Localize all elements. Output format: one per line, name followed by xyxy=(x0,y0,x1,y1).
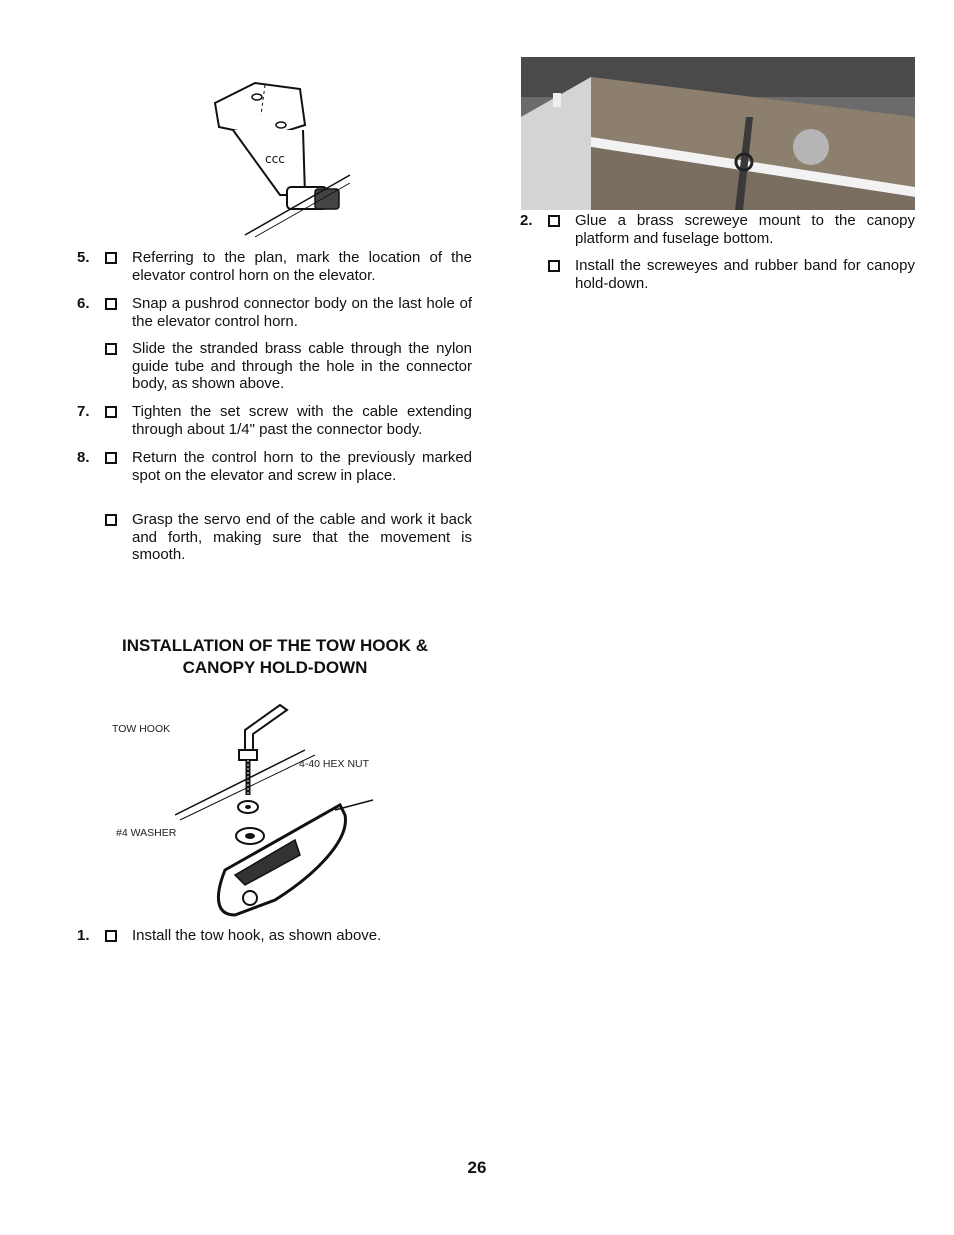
canopy-holddown-photo xyxy=(521,57,915,210)
step-text: Install the tow hook, as shown above. xyxy=(132,927,382,944)
step-text: Return the control horn to the previously marked spot on the elevator and screw in place. xyxy=(132,449,472,484)
section-heading-line1: INSTALLATION OF THE TOW HOOK & xyxy=(122,636,428,655)
tow-hook-diagram xyxy=(175,700,380,925)
checkbox-icon[interactable] xyxy=(105,252,117,264)
washer-label: #4 WASHER xyxy=(116,827,177,839)
section-heading xyxy=(80,635,470,679)
section-heading-line2: CANOPY HOLD-DOWN xyxy=(182,658,368,677)
step-text: Tighten the set screw with the cable extending through about 1/4" past the connector body. xyxy=(132,403,472,438)
step-number: 7. xyxy=(77,403,90,420)
checkbox-icon[interactable] xyxy=(105,298,117,310)
step-text: Glue a brass screweye mount to the canopy platform and fuselage bottom. xyxy=(575,212,915,247)
hex-nut-label: 4-40 HEX NUT xyxy=(299,758,370,770)
step-text: Install the screweyes and rubber band for canopy hold-down. xyxy=(575,257,915,292)
step-number: 8. xyxy=(77,449,90,466)
control-horn-illustration xyxy=(205,75,355,240)
checkbox-icon[interactable] xyxy=(105,452,117,464)
step-number: 1. xyxy=(77,927,90,944)
step-number: 2. xyxy=(520,212,533,229)
page-number: 26 xyxy=(467,1158,487,1177)
step-text: Grasp the servo end of the cable and work it back and forth, making sure that the movement is smooth. xyxy=(132,511,472,563)
checkbox-icon[interactable] xyxy=(105,514,117,526)
checkbox-icon[interactable] xyxy=(548,215,560,227)
checkbox-icon[interactable] xyxy=(548,260,560,272)
step-text: Snap a pushrod connector body on the last hole of the elevator control horn. xyxy=(132,295,472,330)
step-text: Slide the stranded brass cable through the nylon guide tube and through the hole in the connector body, as shown above. xyxy=(132,340,472,392)
checkbox-icon[interactable] xyxy=(105,343,117,355)
step-number: 6. xyxy=(77,295,90,312)
tow-hook-label: TOW HOOK xyxy=(112,723,171,735)
svg-text:ccc: ccc xyxy=(265,152,285,166)
checkbox-icon[interactable] xyxy=(105,406,117,418)
step-number: 5. xyxy=(77,249,90,266)
checkbox-icon[interactable] xyxy=(105,930,117,942)
step-text: Referring to the plan, mark the location of the elevator control horn on the elevator. xyxy=(132,249,472,284)
